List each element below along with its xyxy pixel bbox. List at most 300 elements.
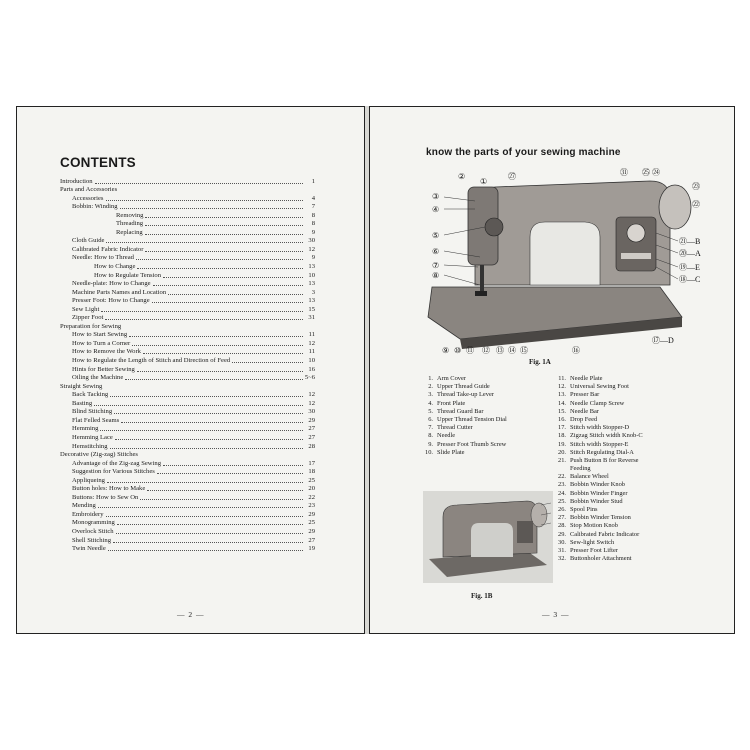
toc-entry-label: Hints for Better Sewing: [72, 365, 135, 373]
toc-entry-page: 9: [311, 228, 315, 236]
toc-entry: [60, 228, 315, 237]
toc-entry: [60, 237, 315, 246]
callout-bottom-4: ⑫: [482, 346, 490, 355]
part-number: 3.: [428, 391, 433, 399]
part-item: [554, 465, 643, 473]
part-item: [554, 506, 643, 514]
callout-top-5: ㉕: [642, 168, 650, 177]
toc-dot-leader: [137, 371, 303, 372]
part-label: Slide Plate: [437, 448, 465, 456]
part-item: [421, 383, 507, 391]
toc-entry-label: Overlock Stitch: [72, 527, 114, 535]
toc-entry-label: Machine Parts Names and Location: [72, 288, 167, 296]
part-item: [421, 441, 507, 449]
part-item: [554, 481, 643, 489]
toc-entry-page: 7: [311, 203, 315, 211]
toc-entry: [60, 476, 315, 485]
toc-entry-label: Zipper Foot: [72, 314, 104, 322]
parts-page-title: know the parts of your sewing machine: [426, 147, 621, 158]
toc-dot-leader: [147, 490, 303, 491]
part-label: Needle: [437, 432, 456, 440]
part-label: Sew-light Switch: [570, 538, 615, 546]
part-item: [554, 432, 643, 440]
part-item: [554, 498, 643, 506]
part-number: 26.: [558, 506, 566, 513]
toc-dot-leader: [145, 234, 303, 235]
toc-dot-leader: [98, 507, 303, 508]
toc-entry-label: How to Change: [94, 263, 136, 271]
part-number: 14.: [558, 399, 566, 407]
parts-list-left: [421, 375, 507, 457]
part-item: [554, 391, 643, 399]
toc-entry: [60, 485, 315, 494]
callout-bottom-6: ⑭: [508, 346, 516, 355]
part-item: [554, 539, 643, 547]
part-item: [554, 473, 643, 481]
part-number: 20.: [558, 448, 566, 456]
part-number: 1.: [428, 375, 433, 382]
toc-entry: [60, 374, 315, 383]
toc-dot-leader: [110, 448, 303, 449]
toc-entry-label: Needle-plate: How to Change: [72, 280, 151, 288]
toc-dot-leader: [108, 550, 303, 551]
toc-dot-leader: [168, 294, 303, 295]
callout-bottom-9: ⑰—D: [652, 336, 674, 345]
toc-dot-leader: [152, 302, 303, 303]
toc-entry: [60, 245, 315, 254]
toc-entry-label: Button holes: How to Make: [72, 485, 146, 493]
toc-entry-label: Flat Felled Seams: [72, 416, 120, 424]
part-label: Calibrated Fabric Indicator: [570, 530, 640, 538]
part-item: [554, 555, 643, 563]
part-number: 9.: [428, 440, 433, 448]
part-label: Universal Sewing Foot: [570, 383, 629, 391]
toc-entry-page: 16: [308, 365, 315, 373]
toc-entry-label: Monogramming: [72, 519, 115, 527]
toc-entry-label: Hemming Lace: [72, 433, 113, 441]
part-item: [554, 383, 643, 391]
callout-left-1: ③: [432, 192, 440, 201]
part-number: 27.: [558, 514, 566, 522]
part-label: Feeding: [570, 465, 591, 473]
toc-entry-label: Needle: How to Thread: [72, 254, 134, 262]
toc-entry-page: 18: [308, 468, 315, 476]
toc-entry-label: Oiling the Machine: [72, 374, 124, 382]
toc-dot-leader: [106, 242, 303, 243]
part-item: [554, 531, 643, 539]
left-page-number: — 2 —: [177, 610, 205, 619]
toc-entry-label: Hemming: [72, 425, 99, 433]
part-label: Presser Foot Thumb Screw: [437, 440, 507, 448]
toc-entry: [60, 211, 315, 220]
toc-entry-label: Parts and Accessories: [60, 186, 118, 194]
part-number: 5.: [428, 407, 433, 415]
part-label: Presser Foot Lifter: [570, 546, 618, 554]
toc-entry-page: 30: [308, 408, 315, 416]
toc-entry-page: 28: [308, 442, 315, 450]
toc-entry: [60, 433, 315, 442]
toc-entry: [60, 288, 315, 297]
toc-entry: [60, 356, 315, 365]
toc-entry-page: 27: [308, 536, 315, 544]
parts-list-right: [554, 375, 643, 563]
part-number: 22.: [558, 473, 566, 481]
callout-top-6: ㉔: [652, 168, 660, 177]
toc-dot-leader: [114, 413, 303, 414]
toc-entry-page: 13: [308, 297, 315, 305]
part-number: 8.: [428, 432, 433, 440]
toc-entry-label: Bobbin: Winding: [72, 203, 118, 211]
part-item: [554, 449, 643, 457]
callout-left-2: ④: [432, 205, 440, 214]
toc-entry-page: 1: [311, 177, 315, 185]
toc-entry-label: Straight Sewing: [60, 382, 103, 390]
toc-entry-label: Buttons: How to Sew On: [72, 493, 139, 501]
callout-bottom-2: ⑩: [454, 346, 462, 355]
toc-dot-leader: [145, 217, 303, 218]
toc-entry: [60, 314, 315, 323]
toc-entry: [60, 442, 315, 451]
part-number: 30.: [558, 538, 566, 546]
callout-right-2: ⑳—A: [679, 249, 701, 258]
toc-dot-leader: [116, 533, 303, 534]
part-item: [554, 547, 643, 555]
toc-dot-leader: [137, 268, 303, 269]
part-number: 19.: [558, 440, 566, 448]
part-label: Arm Cover: [437, 375, 466, 382]
toc-entry-label: Basting: [72, 399, 93, 407]
toc-entry-page: 23: [308, 502, 315, 510]
toc-entry-page: 29: [308, 416, 315, 424]
part-number: 25.: [558, 497, 566, 505]
part-number: 21.: [558, 456, 566, 464]
toc-entry-label: Preparation for Sewing: [60, 322, 122, 330]
part-item: [421, 449, 507, 457]
part-number: 15.: [558, 407, 566, 415]
toc-entry: [60, 280, 315, 289]
toc-entry: [60, 262, 315, 271]
toc-entry-page: 20: [308, 485, 315, 493]
toc-entry-page: 12: [308, 339, 315, 347]
toc-entry-label: How to Start Sewing: [72, 331, 128, 339]
toc-entry: [60, 536, 315, 545]
part-label: Bobbin Winder Knob: [570, 481, 626, 489]
toc-dot-leader: [125, 379, 303, 380]
toc-dot-leader: [153, 285, 303, 286]
table-of-contents: [60, 177, 315, 553]
part-number: 32.: [558, 555, 566, 563]
toc-entry-page: 11: [308, 348, 315, 356]
toc-entry-page: 10: [308, 271, 315, 279]
part-number: 17.: [558, 424, 566, 432]
callout-bottom-8: ⑯: [572, 346, 580, 355]
part-item: [421, 432, 507, 440]
part-label: Thread Take-up Lever: [437, 391, 494, 399]
toc-entry-page: 4: [311, 194, 315, 202]
toc-entry-page: 25: [308, 476, 315, 484]
part-number: 7.: [428, 424, 433, 432]
part-label: Stitch width Stopper-E: [570, 440, 629, 448]
callout-bottom-5: ⑬: [496, 346, 504, 355]
toc-dot-leader: [136, 259, 303, 260]
fig-1b-caption: Fig. 1B: [471, 592, 493, 600]
toc-entry: [60, 545, 315, 554]
part-label: Thread Cutter: [437, 424, 473, 432]
part-number: 28.: [558, 522, 566, 530]
part-item: [421, 400, 507, 408]
toc-entry-page: 12: [308, 399, 315, 407]
toc-entry-label: Cloth Guide: [72, 237, 105, 245]
toc-dot-leader: [106, 516, 304, 517]
toc-dot-leader: [232, 362, 303, 363]
toc-entry-page: 29: [308, 510, 315, 518]
toc-dot-leader: [94, 405, 303, 406]
toc-dot-leader: [129, 336, 303, 337]
toc-entry-page: 3: [311, 288, 315, 296]
toc-entry-label: Back Tacking: [72, 391, 109, 399]
part-label: Buttonholer Attachment: [570, 555, 632, 563]
toc-entry: [60, 493, 315, 502]
toc-entry: [60, 527, 315, 536]
right-page: [369, 106, 735, 634]
callout-top-7: ㉓: [692, 182, 700, 191]
toc-dot-leader: [143, 353, 303, 354]
sewing-machine-photo-1b: [423, 491, 553, 583]
toc-entry: [60, 416, 315, 425]
part-item: [421, 391, 507, 399]
toc-entry-page: 10: [308, 357, 315, 365]
toc-entry-label: Twin Needle: [72, 545, 106, 553]
toc-entry-page: 29: [308, 527, 315, 535]
toc-entry: [60, 220, 315, 229]
toc-dot-leader: [110, 396, 303, 397]
part-number: 13.: [558, 391, 566, 399]
part-item: [554, 457, 643, 465]
callout-bottom-3: ⑪: [466, 346, 474, 355]
toc-entry-label: Blind Stitching: [72, 408, 113, 416]
toc-entry-page: 8: [311, 220, 315, 228]
part-number: 2.: [428, 383, 433, 391]
toc-dot-leader: [120, 208, 303, 209]
toc-entry: [60, 391, 315, 400]
part-item: [421, 416, 507, 424]
left-page: [16, 106, 365, 634]
toc-dot-leader: [113, 542, 303, 543]
toc-entry-page: 30: [308, 237, 315, 245]
toc-dot-leader: [106, 200, 304, 201]
toc-entry-label: How to Turn a Corner: [72, 339, 131, 347]
part-label: Push Button B for Reverse: [570, 456, 639, 464]
callout-right-1: ㉑—B: [679, 237, 701, 246]
toc-entry-label: How to Regulate Tension: [94, 271, 161, 279]
toc-entry: [60, 459, 315, 468]
part-label: Presser Bar: [570, 391, 600, 399]
part-label: Upper Thread Tension Dial: [437, 415, 507, 423]
toc-entry: [60, 331, 315, 340]
right-page-number: — 3 —: [542, 610, 570, 619]
toc-entry-label: Embroidery: [72, 510, 104, 518]
toc-dot-leader: [140, 499, 303, 500]
part-item: [554, 375, 643, 383]
toc-entry: [60, 425, 315, 434]
part-label: Balance Wheel: [570, 473, 609, 481]
toc-entry-page: 19: [308, 545, 315, 553]
toc-entry: [60, 254, 315, 263]
toc-dot-leader: [101, 311, 303, 312]
toc-entry-page: 11: [308, 331, 315, 339]
toc-dot-leader: [132, 345, 303, 346]
part-item: [554, 490, 643, 498]
part-label: Spool Pins: [570, 506, 598, 513]
toc-entry-page: 9: [311, 254, 315, 262]
callout-top-1: ②: [458, 172, 466, 181]
toc-entry-page: 27: [308, 425, 315, 433]
toc-entry-page: 5~6: [304, 374, 315, 382]
toc-entry-label: Suggestion for Various Stitches: [72, 468, 155, 476]
toc-entry-label: Mending: [72, 502, 96, 510]
toc-entry-label: Calibrated Fabric Indicator: [72, 245, 144, 253]
toc-entry-page: 13: [308, 263, 315, 271]
toc-dot-leader: [100, 430, 303, 431]
toc-entry-page: 31: [308, 314, 315, 322]
toc-dot-leader: [163, 465, 303, 466]
part-item: [554, 522, 643, 530]
part-item: [421, 408, 507, 416]
toc-entry-label: How to Regulate the Length of Stitch and Direction of Feed: [72, 357, 231, 365]
part-number: 18.: [558, 432, 566, 440]
part-label: Bobbin Winder Finger: [570, 489, 628, 497]
toc-entry-label: Hemstitching: [72, 442, 108, 450]
callout-right-3: ⑲—E: [679, 263, 700, 272]
callout-left-3: ⑤: [432, 231, 440, 240]
part-number: 10.: [425, 448, 433, 456]
part-label: Front Plate: [437, 399, 466, 407]
part-label: Needle Clamp Screw: [570, 399, 625, 407]
callout-top-2: ①: [480, 177, 488, 186]
part-item: [554, 441, 643, 449]
toc-dot-leader: [105, 319, 303, 320]
toc-entry: [60, 502, 315, 511]
toc-entry: [60, 365, 315, 374]
callout-top-8: ㉒: [692, 200, 700, 209]
toc-entry-label: Advantage of the Zig-zag Sewing: [72, 459, 161, 467]
toc-entry-label: Removing: [116, 211, 144, 219]
part-number: 4.: [428, 399, 433, 407]
toc-entry: [60, 305, 315, 314]
part-label: Drop Feed: [570, 415, 598, 423]
toc-entry-label: Introduction: [60, 177, 93, 185]
part-label: Stitch Regulating Dial-A: [570, 448, 634, 456]
part-label: Needle Bar: [570, 407, 599, 415]
toc-entry: [60, 399, 315, 408]
part-item: [554, 408, 643, 416]
toc-entry-page: 25: [308, 519, 315, 527]
toc-dot-leader: [145, 225, 303, 226]
toc-entry: [60, 297, 315, 306]
callout-left-6: ⑧: [432, 271, 440, 280]
toc-entry: [60, 194, 315, 203]
part-label: Upper Thread Guide: [437, 383, 490, 391]
toc-entry-page: 13: [308, 280, 315, 288]
part-number: 16.: [558, 415, 566, 423]
part-label: Needle Plate: [570, 375, 603, 382]
toc-entry-page: 8: [311, 211, 315, 219]
part-item: [554, 424, 643, 432]
callout-bottom-1: ⑨: [442, 346, 450, 355]
sewing-machine-figure-1a: [420, 167, 710, 357]
callout-top-4: ㉛: [620, 168, 628, 177]
part-label: Stitch width Stopper-D: [570, 424, 630, 432]
toc-entry: [60, 322, 315, 331]
toc-entry-label: Decorative (Zig-zag) Stitches: [60, 451, 138, 459]
toc-dot-leader: [117, 524, 303, 525]
callout-right-4: ⑱—C: [679, 275, 701, 284]
part-item: [554, 514, 643, 522]
toc-entry-label: How to Remove the Work: [72, 348, 141, 356]
toc-entry: [60, 177, 315, 186]
part-item: [554, 400, 643, 408]
callout-bottom-7: ⑮: [520, 346, 528, 355]
part-label: Zigzag Stitch width Knob-C: [570, 432, 643, 440]
part-item: [421, 424, 507, 432]
toc-entry: [60, 468, 315, 477]
contents-title: CONTENTS: [60, 155, 136, 170]
toc-entry: [60, 348, 315, 357]
toc-dot-leader: [163, 277, 303, 278]
part-number: 6.: [428, 415, 433, 423]
toc-dot-leader: [157, 473, 303, 474]
toc-entry: [60, 510, 315, 519]
toc-entry: [60, 186, 315, 195]
part-number: 23.: [558, 481, 566, 489]
toc-dot-leader: [145, 251, 303, 252]
part-number: 31.: [558, 546, 566, 554]
toc-entry: [60, 382, 315, 391]
toc-entry-page: 22: [308, 493, 315, 501]
part-number: 29.: [558, 530, 566, 538]
toc-entry-page: 12: [308, 391, 315, 399]
part-item: [421, 375, 507, 383]
toc-dot-leader: [121, 422, 303, 423]
toc-entry-label: Presser Foot: How to Change: [72, 297, 150, 305]
callout-left-5: ⑦: [432, 261, 440, 270]
toc-entry-label: Replacing: [116, 228, 143, 236]
toc-entry-label: Shell Stitching: [72, 536, 112, 544]
toc-entry-page: 15: [308, 305, 315, 313]
toc-entry-label: Threading: [116, 220, 144, 228]
toc-dot-leader: [107, 482, 303, 483]
toc-entry-label: Appliqueing: [72, 476, 105, 484]
toc-entry: [60, 408, 315, 417]
part-item: [554, 416, 643, 424]
callout-left-4: ⑥: [432, 247, 440, 256]
part-number: 12.: [558, 383, 566, 391]
part-label: Bobbin Winder Stud: [570, 497, 623, 505]
part-number: 24.: [558, 489, 566, 497]
toc-entry: [60, 519, 315, 528]
toc-entry-page: 12: [308, 245, 315, 253]
part-label: Bobbin Winder Tension: [570, 514, 631, 522]
toc-dot-leader: [95, 183, 303, 184]
toc-entry: [60, 339, 315, 348]
toc-entry-page: 17: [308, 459, 315, 467]
part-number: 11.: [558, 375, 566, 382]
toc-entry-page: 27: [308, 433, 315, 441]
toc-entry: [60, 203, 315, 212]
toc-entry: [60, 451, 315, 460]
fig-1a-caption: Fig. 1A: [529, 358, 551, 366]
toc-entry: [60, 271, 315, 280]
